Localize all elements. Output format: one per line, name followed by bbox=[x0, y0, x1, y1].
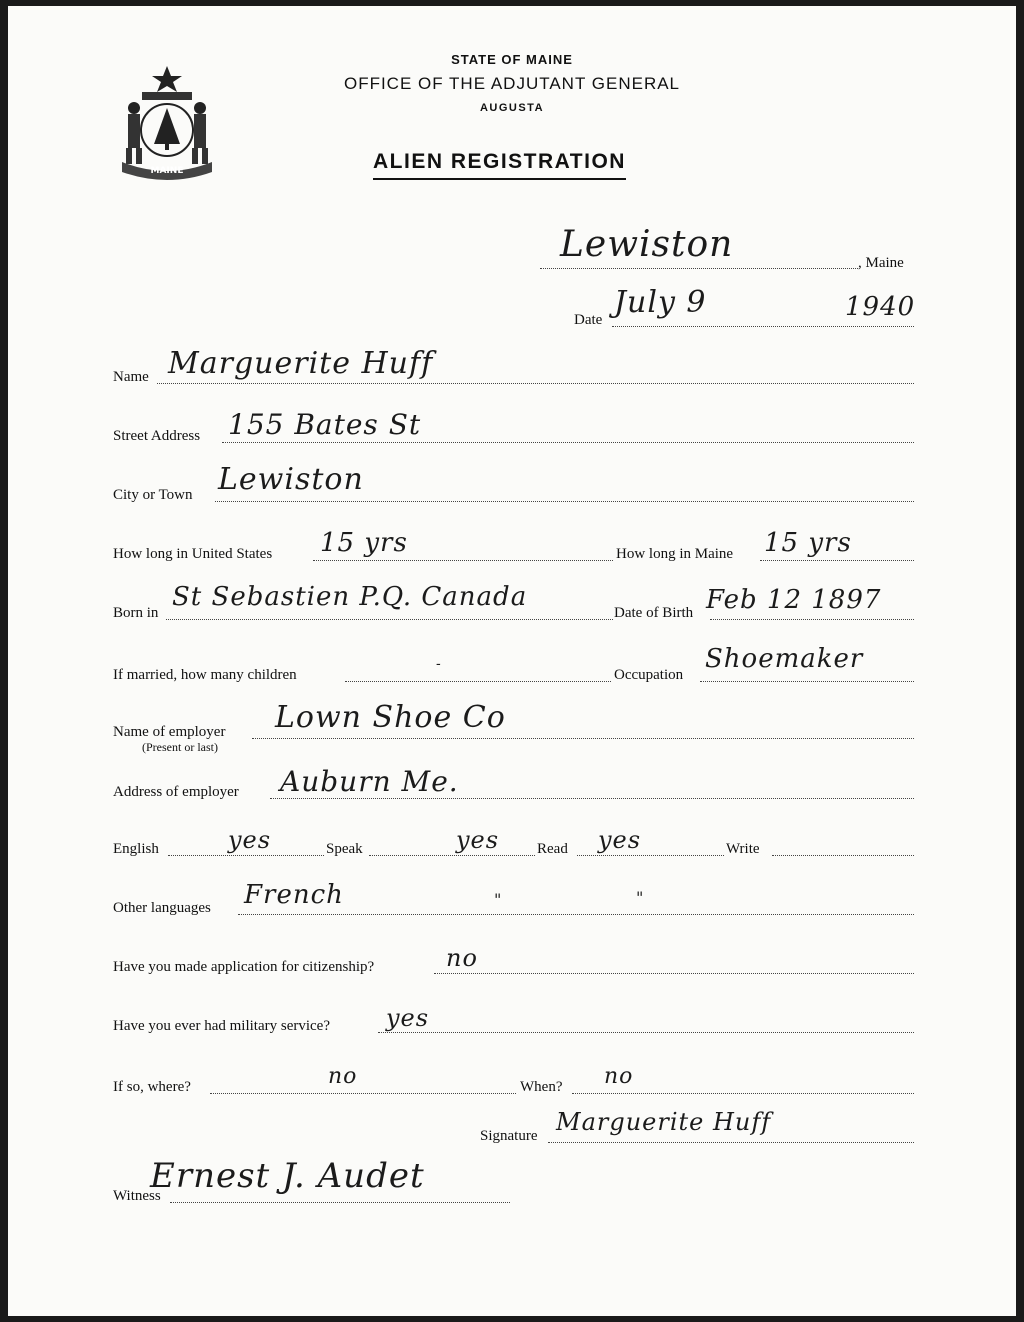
when-label: When? bbox=[520, 1079, 563, 1095]
place-line bbox=[540, 268, 858, 269]
write-line bbox=[772, 855, 914, 856]
read-value: yes bbox=[598, 826, 642, 854]
born-in-value: St Sebastien P.Q. Canada bbox=[172, 582, 528, 612]
speak-line bbox=[369, 855, 535, 856]
other-languages-label: Other languages bbox=[113, 900, 211, 916]
employer-address-line bbox=[270, 798, 914, 799]
city-value: Lewiston bbox=[218, 462, 364, 497]
english-line bbox=[168, 855, 324, 856]
write-label: Write bbox=[726, 841, 760, 857]
date-value: July 9 bbox=[614, 285, 707, 320]
how-long-us-label: How long in United States bbox=[113, 546, 273, 562]
witness-line bbox=[170, 1202, 510, 1203]
other-languages-speak-value: " bbox=[494, 890, 503, 909]
where-line bbox=[210, 1093, 516, 1094]
state-heading: STATE OF MAINE bbox=[451, 52, 573, 67]
employer-line bbox=[252, 738, 914, 739]
form-title: ALIEN REGISTRATION bbox=[373, 150, 626, 180]
date-of-birth-line bbox=[710, 619, 914, 620]
signature-label: Signature bbox=[480, 1128, 538, 1144]
when-value: no bbox=[604, 1064, 634, 1089]
employer-address-value: Auburn Me. bbox=[280, 765, 459, 798]
employer-address-label: Address of employer bbox=[113, 784, 239, 800]
street-value: 155 Bates St bbox=[228, 408, 422, 441]
name-line bbox=[157, 383, 914, 384]
city-label: City or Town bbox=[113, 487, 193, 503]
place-value: Lewiston bbox=[560, 224, 734, 265]
how-long-maine-value: 15 yrs bbox=[764, 528, 852, 558]
english-value: yes bbox=[228, 826, 272, 854]
married-value: - bbox=[436, 656, 442, 672]
form-sheet bbox=[8, 6, 1016, 1316]
how-long-maine-label: How long in Maine bbox=[616, 546, 734, 562]
speak-label: Speak bbox=[326, 841, 363, 857]
maine-label: , Maine bbox=[858, 255, 904, 271]
married-line bbox=[345, 681, 611, 682]
citizenship-label: Have you made application for citizenship? bbox=[113, 959, 375, 975]
street-line bbox=[222, 442, 914, 443]
born-in-label: Born in bbox=[113, 605, 159, 621]
read-line bbox=[577, 855, 724, 856]
date-of-birth-value: Feb 12 1897 bbox=[706, 585, 882, 615]
signature-line bbox=[548, 1142, 914, 1143]
how-long-us-line bbox=[313, 560, 613, 561]
occupation-value: Shoemaker bbox=[705, 644, 864, 674]
occupation-label: Occupation bbox=[614, 667, 684, 683]
where-label: If so, where? bbox=[113, 1079, 191, 1095]
street-label: Street Address bbox=[113, 428, 201, 444]
how-long-us-value: 15 yrs bbox=[320, 528, 408, 558]
military-value: yes bbox=[386, 1004, 430, 1032]
citizenship-line bbox=[434, 973, 914, 974]
read-label: Read bbox=[537, 841, 568, 857]
employer-value: Lown Shoe Co bbox=[275, 700, 506, 735]
employer-note: (Present or last) bbox=[142, 740, 218, 754]
speak-value: yes bbox=[456, 826, 500, 854]
date-of-birth-label: Date of Birth bbox=[614, 605, 694, 621]
english-label: English bbox=[113, 841, 159, 857]
born-in-line bbox=[166, 619, 613, 620]
date-line bbox=[612, 326, 914, 327]
witness-label: Witness bbox=[113, 1188, 161, 1204]
date-year-value: 1940 bbox=[845, 292, 916, 322]
when-line bbox=[572, 1093, 914, 1094]
married-label: If married, how many children bbox=[113, 667, 297, 683]
office-heading: OFFICE OF THE ADJUTANT GENERAL bbox=[343, 74, 681, 93]
how-long-maine-line bbox=[760, 560, 914, 561]
city-line bbox=[215, 501, 914, 502]
where-value: no bbox=[328, 1064, 358, 1089]
citizenship-value: no bbox=[446, 944, 478, 972]
military-label: Have you ever had military service? bbox=[113, 1018, 330, 1034]
name-label: Name bbox=[113, 369, 149, 385]
signature-value: Marguerite Huff bbox=[556, 1108, 772, 1136]
city-heading: AUGUSTA bbox=[479, 102, 545, 114]
other-languages-read-value: " bbox=[636, 888, 645, 907]
military-line bbox=[378, 1032, 914, 1033]
occupation-line bbox=[700, 681, 914, 682]
name-value: Marguerite Huff bbox=[168, 346, 434, 381]
other-languages-value: French bbox=[244, 880, 344, 910]
witness-value: Ernest J. Audet bbox=[150, 1156, 425, 1196]
svg-text:MAINE: MAINE bbox=[150, 166, 184, 176]
date-label: Date bbox=[574, 312, 603, 328]
other-languages-line bbox=[238, 914, 914, 915]
employer-label: Name of employer bbox=[113, 724, 226, 740]
